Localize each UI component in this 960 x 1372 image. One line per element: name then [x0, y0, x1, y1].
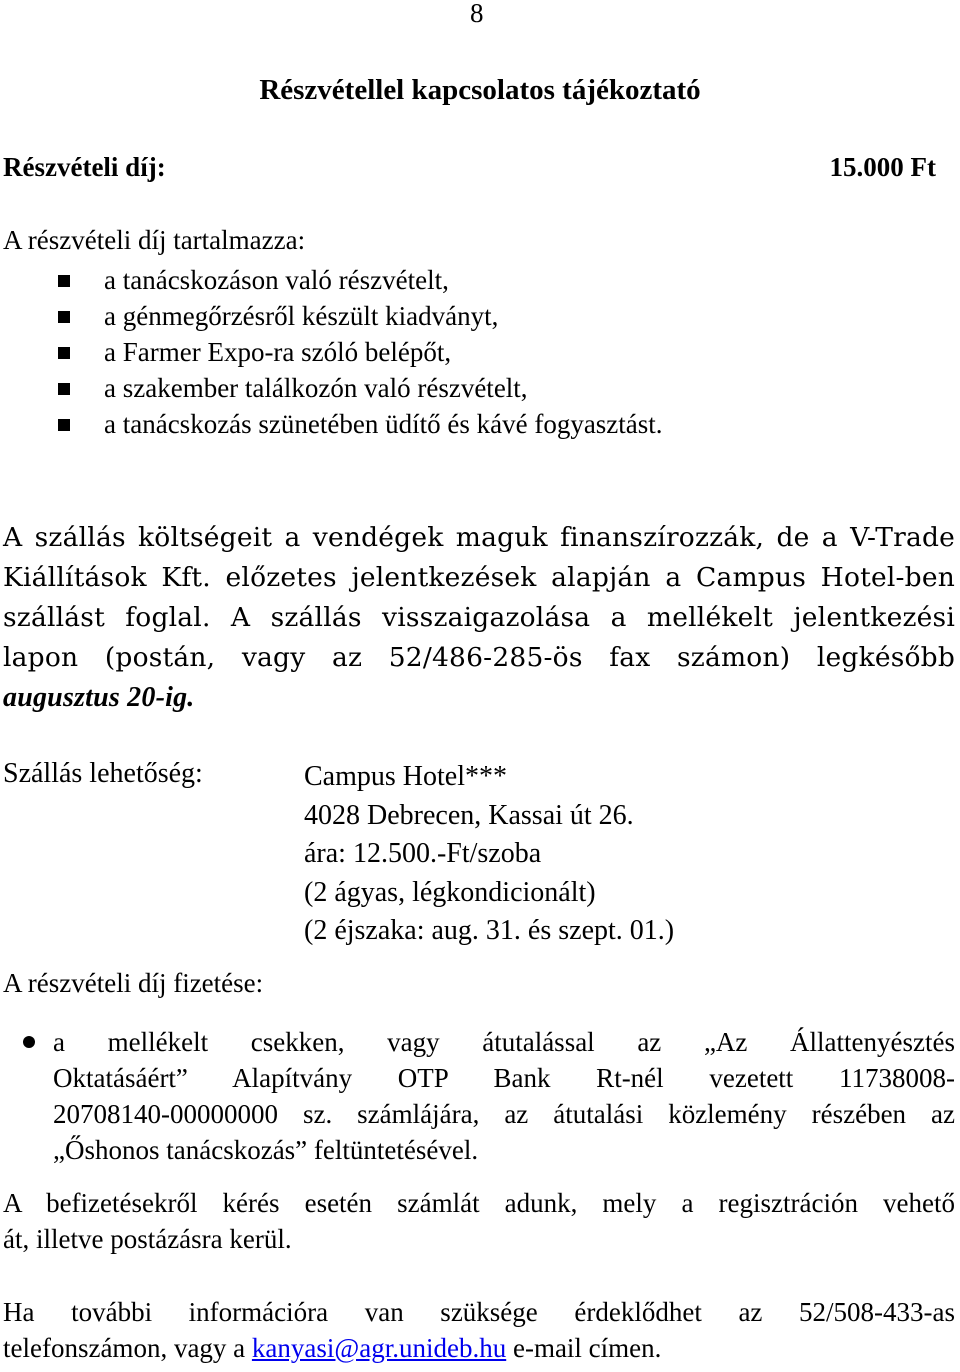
list-item [0, 370, 960, 406]
hotel-price: ára: 12.500.-Ft/szoba [304, 838, 542, 869]
paragraph-line: szállást foglal. A szállás visszaigazolása a mellékelt jelentkezési [3, 602, 955, 633]
accommodation-paragraph [3, 518, 955, 718]
paragraph-line: lapon (postán, vagy az 52/486-285-ös fax számon) legkésőbb [3, 642, 955, 673]
info-paragraph [3, 1294, 955, 1366]
paragraph-line: Ha további információra van szüksége érdeklődhet az 52/508-433-as [3, 1297, 955, 1327]
paragraph-line: 20708140-00000000 sz. számlájára, az átutalási közlemény részében az [53, 1099, 955, 1129]
page-title: Részvétellel kapcsolatos tájékoztató [259, 74, 701, 106]
list-item-text: a szakember találkozón való részvételt, [104, 373, 528, 403]
fee-label: Részvételi díj: [3, 152, 166, 182]
email-link[interactable]: kanyasi@agr.unideb.hu [251, 1333, 507, 1363]
paragraph-line: „Őshonos tanácskozás” feltüntetésével. [53, 1135, 479, 1165]
round-bullet-icon [23, 1036, 35, 1048]
list-item [0, 262, 960, 298]
includes-list [0, 262, 960, 442]
list-item [0, 298, 960, 334]
list-item-text: a génmegőrzésről készült kiadványt, [104, 301, 499, 331]
page-number: 8 [470, 0, 484, 28]
square-bullet-icon [58, 383, 70, 395]
hotel-address: 4028 Debrecen, Kassai út 26. [304, 799, 634, 831]
payment-label: A részvételi díj fizetése: [3, 968, 264, 998]
paragraph-line: át, illetve postázásra kerül. [3, 1224, 292, 1254]
list-item [0, 334, 960, 370]
paragraph-line: A szállás költségeit a vendégek maguk finanszírozzák, de a V-Trade [3, 522, 955, 553]
hotel-name: Campus Hotel*** [304, 761, 507, 792]
paragraph-line: A befizetésekről kérés esetén számlát adunk, mely a regisztráción vehető [3, 1188, 955, 1218]
list-item-text: a tanácskozáson való részvételt, [104, 265, 449, 295]
fee-value: 15.000 Ft [829, 152, 936, 182]
paragraph-line: a mellékelt csekken, vagy átutalással az „Az Állattenyésztés [53, 1027, 955, 1057]
payment-paragraph [53, 1024, 955, 1168]
info-prefix: telefonszámon, vagy a [3, 1333, 252, 1363]
includes-heading: A részvételi díj tartalmazza: [3, 225, 306, 255]
paragraph-line: Kiállítások Kft. előzetes jelentkezések alapján a Campus Hotel-ben [3, 562, 955, 593]
info-suffix: e-mail címen. [506, 1333, 662, 1363]
hotel-room-type: (2 ágyas, légkondicionált) [304, 876, 596, 908]
square-bullet-icon [58, 275, 70, 287]
stay-label: Szállás lehetőség: [3, 758, 203, 789]
list-item [0, 406, 960, 442]
invoice-paragraph [3, 1185, 955, 1257]
square-bullet-icon [58, 311, 70, 323]
list-item-text: a tanácskozás szünetében üdítő és kávé fogyasztást. [104, 409, 663, 439]
square-bullet-icon [58, 347, 70, 359]
paragraph-line: Oktatásáért” Alapítvány OTP Bank Rt-nél vezetett 11738008- [53, 1063, 955, 1093]
paragraph-line [3, 1330, 955, 1366]
square-bullet-icon [58, 419, 70, 431]
hotel-details [304, 758, 674, 951]
hotel-nights: (2 éjszaka: aug. 31. és szept. 01.) [304, 915, 675, 946]
list-item-text: a Farmer Expo-ra szóló belépőt, [104, 337, 452, 367]
deadline-text: augusztus 20-ig. [3, 682, 195, 713]
